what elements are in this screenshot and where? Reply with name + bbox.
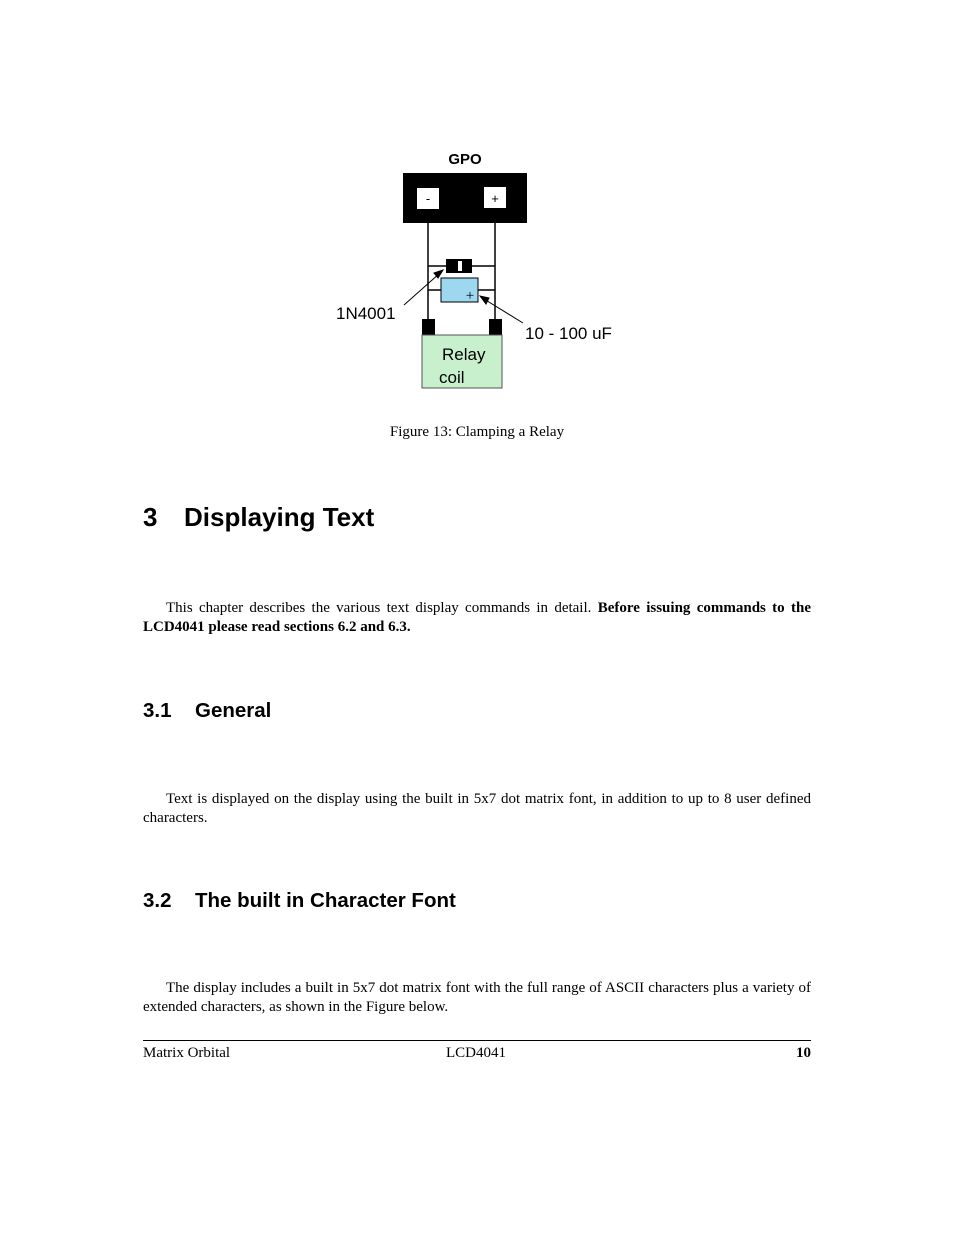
relay-terminal-left (422, 319, 435, 335)
intro-bold-text: Before issuing commands to the LCD4041 please read sections 6.2 and 6.3. (143, 600, 811, 635)
subsection-number: 3.1 (143, 699, 172, 722)
relay-label-line1: Relay (442, 345, 486, 364)
footer-left: Matrix Orbital (143, 1045, 231, 1061)
relay-label-line2: coil (439, 368, 465, 387)
font-paragraph: The display includes a built in 5x7 dot matrix font with the full range of ASCII characters plus a variety of extended characters, as shown in the Figure below. (143, 980, 811, 1015)
gpo-label: GPO (448, 151, 482, 168)
terminal-plus-label: + (491, 191, 499, 206)
section-title: Displaying Text (184, 502, 375, 532)
section-heading-3 (143, 502, 374, 533)
intro-paragraph (143, 599, 811, 637)
relay-terminal-right (489, 319, 502, 335)
footer-rule (143, 1040, 811, 1041)
diode-label: 1N4001 (336, 304, 396, 323)
terminal-minus-label: - (425, 191, 431, 206)
figure-caption: Figure 13: Clamping a Relay (389, 424, 565, 440)
diode-band (458, 261, 462, 271)
capacitor-label: 10 - 100 uF (525, 324, 612, 343)
section-number: 3 (143, 502, 158, 532)
page-number: 10 (796, 1045, 811, 1061)
section-heading-3-1 (143, 699, 271, 723)
footer-center: LCD4041 (446, 1045, 506, 1061)
subsection-title: General (195, 699, 272, 722)
section-heading-3-2 (143, 889, 456, 913)
subsection-number: 3.2 (143, 889, 172, 912)
relay-clamp-diagram (330, 145, 630, 395)
intro-text: This chapter describes the various text display commands in detail. (166, 600, 598, 616)
capacitor-plus-label: + (465, 288, 475, 304)
general-paragraph: Text is displayed on the display using the built in 5x7 dot matrix font, in addition to up to 8 user defined characters. (143, 791, 811, 826)
subsection-title: The built in Character Font (195, 889, 456, 912)
